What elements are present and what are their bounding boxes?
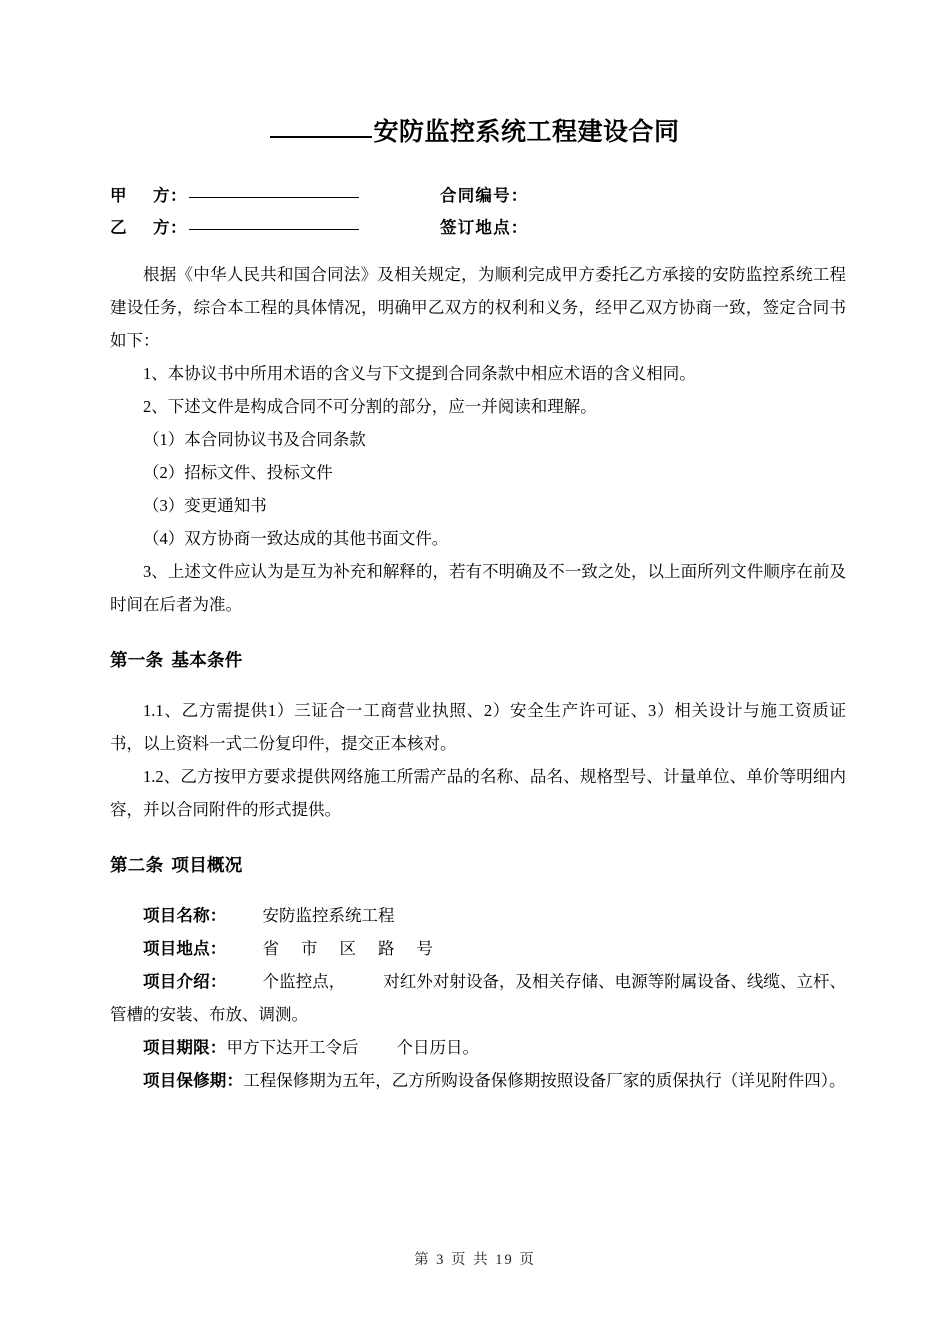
document-body [110, 258, 846, 1097]
party-b-row [110, 214, 850, 246]
field-project-location-value[interactable]: 省市区路号 [262, 939, 455, 958]
clause-1-2: 1.2、乙方按甲方要求提供网络施工所需产品的名称、品名、规格型号、计量单位、单价等明细内容，并以合同附件的形式提供。 [110, 767, 846, 819]
preamble-paragraph: 根据《中华人民共和国合同法》及相关规定，为顺利完成甲方委托乙方承接的安防监控系统工程建设任务，综合本工程的具体情况，明确甲乙双方的权利和义务，经甲乙双方协商一致，签定合同书如下： [110, 265, 846, 350]
field-project-location-label: 项目地点： [143, 939, 227, 958]
field-project-name-label: 项目名称： [143, 906, 227, 925]
title-blank-line [270, 136, 372, 138]
field-project-intro-value-part1[interactable]: 个监控点， [262, 972, 346, 991]
spacer [110, 883, 846, 899]
section-one-title: 基本条件 [171, 651, 243, 671]
intro-subitem-1: （1）本合同协议书及合同条款 [143, 430, 366, 449]
spacer [110, 826, 846, 850]
field-project-warranty-label: 项目保修期： [143, 1071, 244, 1090]
section-two-number: 第二条 [110, 856, 164, 876]
intro-subitem-3: （3）变更通知书 [143, 496, 267, 515]
party-b-blank-line[interactable] [189, 229, 359, 230]
party-a-blank-line[interactable] [189, 197, 359, 198]
party-b-label: 乙 方： [110, 218, 187, 237]
party-info-block [110, 182, 850, 246]
party-a-label: 甲 方： [110, 186, 187, 205]
field-project-warranty-value: 工程保修期为五年，乙方所购设备保修期按照设备厂家的质保执行（详见附件四）。 [243, 1071, 846, 1090]
clause-1-1: 1.1、乙方需提供1）三证合一工商营业执照、2）安全生产许可证、3）相关设计与施工资质证书，以上资料一式二份复印件，提交正本核对。 [110, 701, 846, 753]
field-project-intro [110, 965, 846, 1031]
field-project-duration-value-part1[interactable]: 甲方下达开工令后 [226, 1038, 359, 1057]
field-project-name [110, 899, 846, 932]
field-project-warranty [110, 1064, 846, 1097]
field-project-location [110, 932, 846, 965]
contract-number-label: 合同编号： [440, 186, 529, 205]
field-project-duration-value-part2[interactable]: 个日历日。 [396, 1038, 479, 1057]
field-project-duration [110, 1031, 846, 1064]
signing-place-label: 签订地点： [440, 218, 529, 237]
page-footer: 第 3 页 共 19 页 [414, 1252, 536, 1268]
section-heading-two [110, 850, 846, 883]
field-project-intro-value-part2[interactable]: 对红外对射设备，及相关存储、电源等附属设备、线缆、立杆、管槽的安装、布放、调测。 [110, 972, 847, 1024]
section-two-title: 项目概况 [171, 856, 243, 876]
title-text: 安防监控系统工程建设合同 [373, 117, 680, 146]
party-a-row [110, 182, 850, 214]
page-title [0, 112, 950, 148]
field-project-duration-label: 项目期限： [143, 1038, 227, 1057]
intro-item-2: 2、下述文件是构成合同不可分割的部分，应一并阅读和理解。 [143, 397, 597, 416]
intro-subitem-2: （2）招标文件、投标文件 [143, 463, 333, 482]
spacer [110, 621, 846, 645]
field-project-name-value[interactable]: 安防监控系统工程 [262, 906, 395, 925]
section-heading-one [110, 645, 846, 678]
field-project-intro-label: 项目介绍： [143, 972, 227, 991]
section-one-number: 第一条 [110, 651, 164, 671]
intro-item-1: 1、本协议书中所用术语的含义与下文提到合同条款中相应术语的含义相同。 [143, 364, 696, 383]
intro-subitem-4: （4）双方协商一致达成的其他书面文件。 [143, 529, 449, 548]
intro-item-3: 3、上述文件应认为是互为补充和解释的，若有不明确及不一致之处，以上面所列文件顺序在前及时间在后者为准。 [110, 562, 846, 614]
spacer [110, 678, 846, 694]
